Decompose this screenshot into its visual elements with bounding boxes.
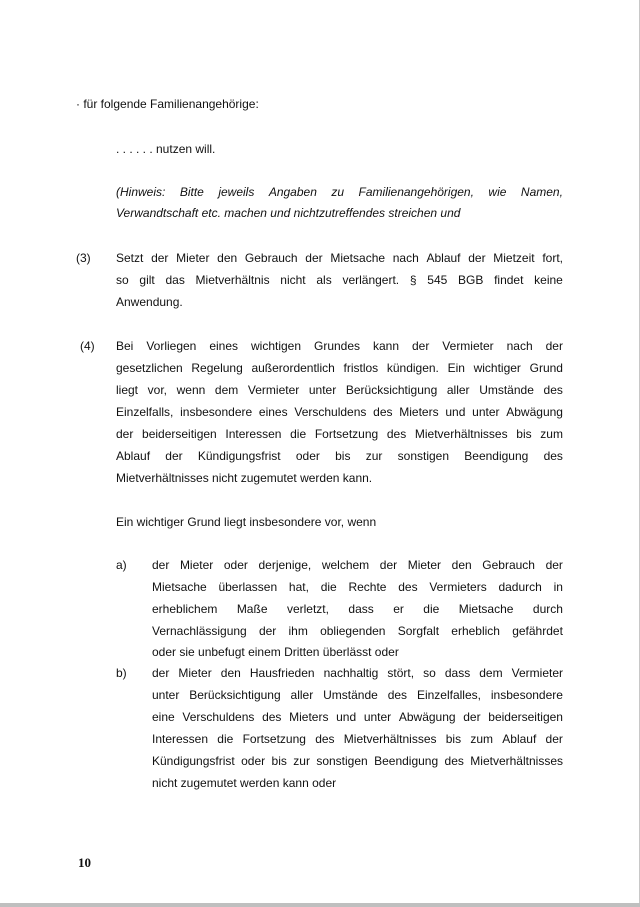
word: Rechte: [348, 580, 387, 594]
word: zur: [365, 449, 383, 463]
word: Namen,: [520, 185, 563, 199]
word: Mietverhältnis: [195, 273, 270, 287]
word: welchem: [321, 558, 370, 572]
word: Bei: [116, 339, 134, 353]
word: gesetzlichen: [116, 361, 183, 375]
word: dass: [348, 602, 374, 616]
word: dass: [444, 666, 471, 680]
word: Ablauf: [116, 449, 151, 463]
word: der: [116, 427, 134, 441]
word: Ablauf: [426, 251, 461, 265]
word: verletzt,: [286, 602, 329, 616]
word: wichtiger: [473, 361, 521, 375]
word: Umstände: [479, 383, 534, 397]
word: der: [305, 251, 323, 265]
word: erheblichem: [152, 602, 218, 616]
word: in: [553, 580, 563, 594]
word: des: [373, 405, 393, 419]
paragraph-4-number: (4): [80, 339, 95, 353]
word: Mietsache: [152, 580, 207, 594]
word: (Hinweis:: [116, 185, 166, 199]
word: Einzelfalles,: [416, 688, 481, 702]
word: unter: [472, 405, 500, 419]
word: der: [545, 558, 563, 572]
item-b-line: [152, 666, 563, 680]
word: Vernachlässigung: [152, 624, 247, 638]
word: Vorliegen: [146, 339, 197, 353]
word: eine: [152, 710, 175, 724]
word: bis: [335, 449, 351, 463]
word: des: [262, 710, 282, 724]
word: wie: [488, 185, 507, 199]
word: des: [315, 732, 335, 746]
word: bis: [271, 754, 287, 768]
word: Grund: [529, 361, 563, 375]
item-a-line: oder sie unbefugt einem Dritten überlässt oder: [152, 645, 399, 659]
word: gefährdet: [512, 624, 563, 638]
word: dem: [479, 666, 503, 680]
word: Mietverhältnisses: [343, 732, 437, 746]
word: Beendigung: [374, 754, 439, 768]
word: des: [543, 449, 563, 463]
word: Maße: [236, 602, 268, 616]
word: sonstigen: [316, 754, 368, 768]
word: durch: [532, 602, 563, 616]
word: er: [393, 602, 404, 616]
word: wichtigen: [250, 339, 302, 353]
p4-line: Mietverhältnisses nicht zugemutet werden kann.: [116, 471, 373, 485]
p4-line: [116, 427, 563, 441]
word: Familienangehörigen,: [358, 185, 474, 199]
word: überlassen: [218, 580, 278, 594]
word: vor,: [147, 383, 167, 397]
word: ihm: [288, 624, 308, 638]
word: Mieter: [407, 558, 442, 572]
word: Sorgfalt: [397, 624, 440, 638]
item-a-line: [152, 580, 563, 594]
word: bis: [445, 732, 462, 746]
blank-use-line: . . . . . . nutzen will.: [116, 142, 216, 156]
word: außerordentlich: [251, 361, 335, 375]
word: bis: [516, 427, 532, 441]
word: liegt: [116, 383, 139, 397]
word: Kündigungsfrist: [152, 754, 235, 768]
word: Mieter: [178, 666, 212, 680]
word: BGB: [458, 273, 484, 287]
word: so: [423, 666, 436, 680]
word: beiderseitigen: [488, 710, 563, 724]
word: derjenige,: [258, 558, 312, 572]
word: und: [445, 405, 466, 419]
word: Gebrauch: [482, 558, 535, 572]
word: Ein: [447, 361, 465, 375]
word: Gebrauch: [244, 251, 298, 265]
word: Interessen: [152, 732, 209, 746]
word: die: [290, 427, 307, 441]
p4-line: [116, 339, 563, 353]
word: oder: [241, 754, 266, 768]
word: des: [386, 427, 407, 441]
word: Mietsache: [330, 251, 386, 265]
word: oder: [223, 558, 248, 572]
word: den: [217, 251, 238, 265]
word: §: [409, 273, 417, 287]
word: zum: [470, 732, 494, 746]
page-edge-bottom: [0, 903, 640, 907]
word: den: [220, 666, 241, 680]
item-a-line: [152, 602, 563, 616]
word: des: [398, 580, 418, 594]
item-a-label: a): [116, 558, 127, 572]
word: hat,: [288, 580, 309, 594]
word: erheblich: [451, 624, 500, 638]
word: der: [468, 251, 486, 265]
word: nachhaltig: [323, 666, 379, 680]
word: der: [258, 624, 277, 638]
p4-line: [116, 383, 563, 397]
word: aller: [446, 383, 470, 397]
word: der: [165, 449, 183, 463]
word: Mietzeit: [493, 251, 535, 265]
word: sonstigen: [397, 449, 450, 463]
word: nach: [506, 339, 533, 353]
word: Grundes: [313, 339, 361, 353]
item-a-line: [152, 558, 563, 572]
word: Beendigung: [464, 449, 529, 463]
word: fristlos: [343, 361, 379, 375]
word: gilt: [139, 273, 155, 287]
word: kündigen.: [386, 361, 439, 375]
word: nicht: [280, 273, 306, 287]
word: dadurch: [498, 580, 542, 594]
word: Abwägung: [398, 710, 456, 724]
word: 545: [427, 273, 448, 287]
word: stört,: [387, 666, 415, 680]
word: Verschuldens: [182, 710, 255, 724]
word: Regelung: [191, 361, 243, 375]
word: zur: [293, 754, 310, 768]
p4-line: [116, 361, 563, 375]
item-a-line: [152, 624, 563, 638]
word: Berücksichtigung: [189, 688, 281, 702]
word: oder: [295, 449, 320, 463]
word: Setzt: [116, 251, 144, 265]
word: Angaben: [268, 185, 317, 199]
word: unter: [363, 710, 392, 724]
word: so: [116, 273, 129, 287]
word: Hausfrieden: [249, 666, 315, 680]
word: der: [152, 558, 170, 572]
word: insbesondere: [180, 405, 253, 419]
p4-line: [116, 449, 563, 463]
word: als: [316, 273, 332, 287]
word: Kündigungsfrist: [197, 449, 281, 463]
word: Umstände: [323, 688, 378, 702]
word: insbesondere: [490, 688, 563, 702]
item-b-line: [152, 754, 563, 768]
word: der: [151, 251, 169, 265]
p4-line: [116, 405, 563, 419]
word: kann: [372, 339, 400, 353]
page-number: 10: [78, 855, 91, 870]
word: Interessen: [225, 427, 282, 441]
word: wenn: [176, 383, 206, 397]
word: Vermieter: [442, 339, 494, 353]
word: Vermieter: [511, 666, 563, 680]
word: aller: [290, 688, 314, 702]
word: Mieters: [399, 405, 439, 419]
word: der: [463, 710, 481, 724]
word: Fortsetzung: [242, 732, 306, 746]
word: Fortsetzung: [314, 427, 379, 441]
word: der: [152, 666, 170, 680]
word: der: [545, 339, 563, 353]
word: unter: [152, 688, 180, 702]
word: Mietverhältnisses: [414, 427, 508, 441]
word: und: [336, 710, 357, 724]
word: Mieter: [176, 251, 210, 265]
item-b-line: [152, 688, 563, 702]
item-b-label: b): [116, 666, 127, 680]
word: unter: [308, 383, 337, 397]
word: findet: [494, 273, 524, 287]
word: der: [411, 339, 430, 353]
word: das: [165, 273, 185, 287]
word: zum: [540, 427, 563, 441]
word: keine: [534, 273, 563, 287]
word: des: [543, 383, 563, 397]
item-b-line: [152, 710, 563, 724]
word: Vermieters: [429, 580, 487, 594]
p3-line: [116, 273, 563, 287]
word: den: [451, 558, 472, 572]
item-b-line: nicht zugemutet werden kann oder: [152, 776, 337, 790]
word: die: [423, 602, 440, 616]
word: die: [217, 732, 234, 746]
word: Abwägung: [506, 405, 563, 419]
word: jeweils: [218, 185, 255, 199]
word: Vermieter: [247, 383, 300, 397]
word: dem: [214, 383, 239, 397]
word: beiderseitigen: [142, 427, 217, 441]
p4-sub-intro: Ein wichtiger Grund liegt insbesondere vor, wenn: [116, 515, 377, 529]
word: Mieters: [289, 710, 329, 724]
hinweis-line-2: Verwandtschaft etc. machen und nichtzutreffendes streichen und: [116, 206, 461, 220]
word: verlängert.: [342, 273, 400, 287]
item-b-line: [152, 732, 563, 746]
word: fort,: [542, 251, 563, 265]
word: der: [379, 558, 398, 572]
word: des: [444, 754, 464, 768]
hinweis-line-1: [116, 185, 563, 199]
p3-line: [116, 251, 563, 265]
word: Mieter: [179, 558, 214, 572]
word: Ablauf: [502, 732, 537, 746]
word: eines: [209, 339, 239, 353]
word: nach: [392, 251, 419, 265]
word: Bitte: [179, 185, 204, 199]
word: Einzelfalls,: [116, 405, 174, 419]
word: eines: [258, 405, 288, 419]
word: Berücksichtigung: [345, 383, 438, 397]
p3-line: Anwendung.: [116, 295, 183, 309]
word: Mietsache: [458, 602, 514, 616]
word: der: [545, 732, 563, 746]
word: Mietverhältnisses: [470, 754, 563, 768]
intro-line: · für folgende Familienangehörige:: [76, 97, 259, 111]
paragraph-3-number: (3): [76, 251, 91, 265]
word: Verschuldens: [294, 405, 367, 419]
word: des: [387, 688, 408, 702]
word: die: [320, 580, 337, 594]
word: obliegenden: [320, 624, 386, 638]
word: zu: [331, 185, 345, 199]
